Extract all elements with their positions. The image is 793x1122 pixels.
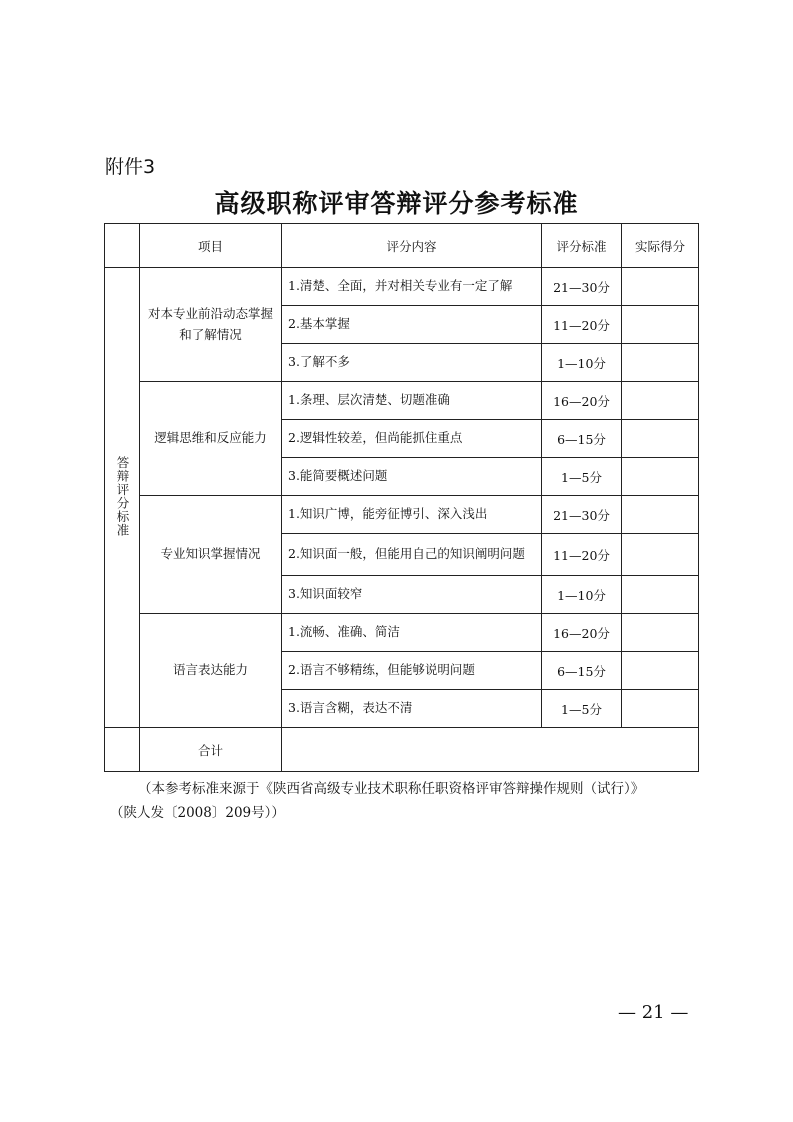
standard-cell: 11—20分 bbox=[542, 534, 622, 576]
total-score-cell[interactable] bbox=[282, 728, 699, 772]
content-cell: 3.能简要概述问题 bbox=[282, 458, 542, 496]
standard-cell: 21—30分 bbox=[542, 496, 622, 534]
content-cell: 3.了解不多 bbox=[282, 344, 542, 382]
standard-cell: 1—10分 bbox=[542, 576, 622, 614]
standard-cell: 21—30分 bbox=[542, 268, 622, 306]
attachment-label: 附件3 bbox=[105, 156, 156, 178]
standard-cell: 16—20分 bbox=[542, 614, 622, 652]
document-title: 高级职称评审答辩评分参考标准 bbox=[214, 189, 579, 218]
table-row bbox=[105, 614, 699, 652]
total-label: 合计 bbox=[140, 728, 282, 772]
content-cell: 2.逻辑性较差，但尚能抓住重点 bbox=[282, 420, 542, 458]
project-cell: 专业知识掌握情况 bbox=[140, 496, 282, 614]
standard-cell: 6—15分 bbox=[542, 652, 622, 690]
standard-cell: 11—20分 bbox=[542, 306, 622, 344]
source-note-line1: （本参考标准来源于《陕西省高级专业技术职称任职资格评审答辩操作规则（试行）》 bbox=[138, 781, 645, 797]
table-row bbox=[105, 382, 699, 420]
standard-cell: 1—5分 bbox=[542, 458, 622, 496]
header-actual: 实际得分 bbox=[622, 224, 699, 268]
content-cell: 2.语言不够精练，但能够说明问题 bbox=[282, 652, 542, 690]
content-cell: 3.语言含糊，表达不清 bbox=[282, 690, 542, 728]
content-cell: 1.流畅、准确、简洁 bbox=[282, 614, 542, 652]
actual-score-cell[interactable] bbox=[622, 268, 699, 306]
content-cell: 1.条理、层次清楚、切题准确 bbox=[282, 382, 542, 420]
table-row bbox=[105, 496, 699, 534]
table-header-row bbox=[105, 224, 699, 268]
standard-cell: 1—5分 bbox=[542, 690, 622, 728]
actual-score-cell[interactable] bbox=[622, 382, 699, 420]
total-blank-cell bbox=[105, 728, 140, 772]
header-content: 评分内容 bbox=[282, 224, 542, 268]
content-cell: 1.清楚、全面，并对相关专业有一定了解 bbox=[282, 268, 542, 306]
category-cell bbox=[105, 268, 140, 728]
header-standard: 评分标准 bbox=[542, 224, 622, 268]
total-row bbox=[105, 728, 699, 772]
actual-score-cell[interactable] bbox=[622, 496, 699, 534]
source-note bbox=[110, 777, 710, 825]
page-number: — 21 — bbox=[618, 1002, 689, 1023]
actual-score-cell[interactable] bbox=[622, 420, 699, 458]
header-blank bbox=[105, 224, 140, 268]
actual-score-cell[interactable] bbox=[622, 306, 699, 344]
actual-score-cell[interactable] bbox=[622, 344, 699, 382]
header-project: 项目 bbox=[140, 224, 282, 268]
standard-cell: 1—10分 bbox=[542, 344, 622, 382]
category-label: 答辩评分标准 bbox=[115, 455, 130, 537]
content-cell: 3.知识面较窄 bbox=[282, 576, 542, 614]
actual-score-cell[interactable] bbox=[622, 576, 699, 614]
standard-cell: 16—20分 bbox=[542, 382, 622, 420]
actual-score-cell[interactable] bbox=[622, 614, 699, 652]
content-cell: 2.基本掌握 bbox=[282, 306, 542, 344]
actual-score-cell[interactable] bbox=[622, 458, 699, 496]
source-note-line2: （陕人发〔2008〕209号）） bbox=[110, 805, 285, 821]
standard-cell: 6—15分 bbox=[542, 420, 622, 458]
actual-score-cell[interactable] bbox=[622, 534, 699, 576]
content-cell: 1.知识广博，能旁征博引、深入浅出 bbox=[282, 496, 542, 534]
project-cell: 对本专业前沿动态掌握和了解情况 bbox=[140, 268, 282, 382]
actual-score-cell[interactable] bbox=[622, 690, 699, 728]
actual-score-cell[interactable] bbox=[622, 652, 699, 690]
scoring-table bbox=[104, 223, 699, 772]
table-row bbox=[105, 268, 699, 306]
content-cell: 2.知识面一般，但能用自己的知识阐明问题 bbox=[282, 534, 542, 576]
project-cell: 语言表达能力 bbox=[140, 614, 282, 728]
project-cell: 逻辑思维和反应能力 bbox=[140, 382, 282, 496]
